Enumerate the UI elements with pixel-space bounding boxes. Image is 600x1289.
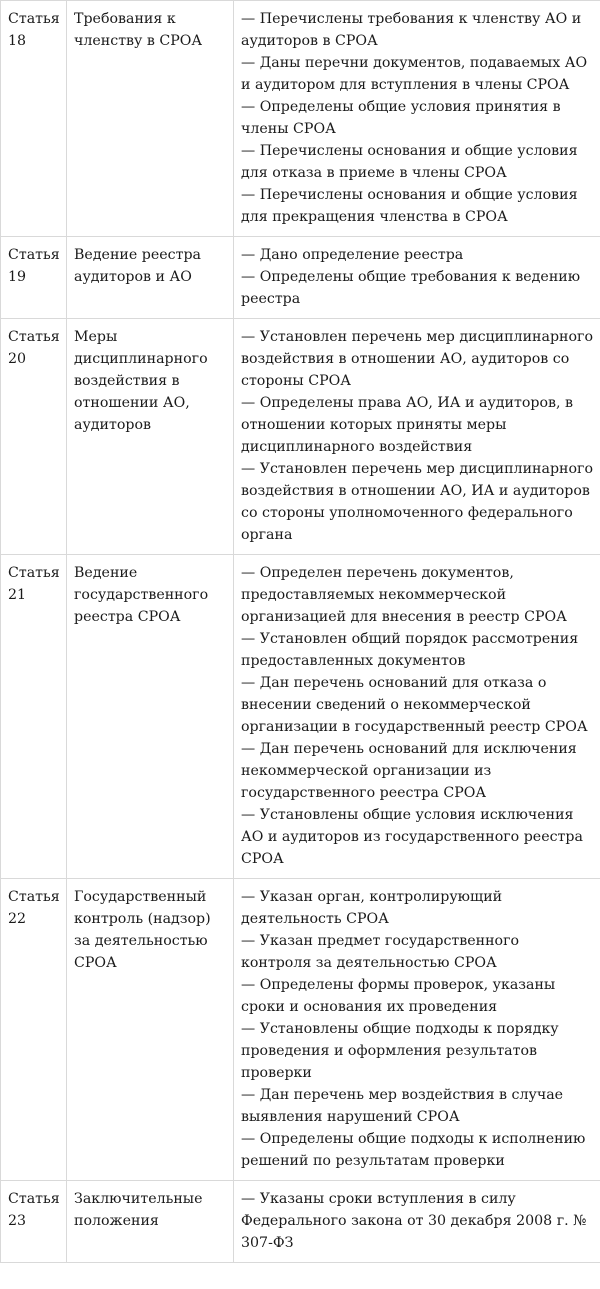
article-number: Статья 21 (1, 555, 67, 879)
list-item: — Установлен общий порядок рассмотрения предоставленных документов (241, 631, 579, 669)
article-content (234, 879, 600, 1181)
list-item: — Определен перечень документов, предоставляемых некоммерческой организацией для внесения в реестр СРОА (241, 565, 567, 625)
list-item: — Определены общие требования к ведению реестра (241, 269, 581, 307)
article-content (234, 1, 600, 237)
list-item: — Дано определение реестра (241, 247, 464, 263)
table-row (1, 1, 600, 237)
article-title: Заключительные положения (67, 1181, 234, 1263)
list-item: — Определены права АО, ИА и аудиторов, в отношении которых приняты меры дисциплинарного воздействия (241, 395, 574, 455)
article-title: Ведение государственного реестра СРОА (67, 555, 234, 879)
article-number: Статья 22 (1, 879, 67, 1181)
article-title: Государственный контроль (надзор) за деятельностью СРОА (67, 879, 234, 1181)
list-item: — Дан перечень оснований для исключения некоммерческой организации из государственного реестра СРОА (241, 741, 577, 801)
table-row (1, 319, 600, 555)
list-item: — Определены общие подходы к исполнению решений по результатам проверки (241, 1131, 586, 1169)
list-item: — Дан перечень мер воздействия в случае выявления нарушений СРОА (241, 1087, 564, 1125)
article-content (234, 237, 600, 319)
list-item: — Определены общие условия принятия в члены СРОА (241, 99, 561, 137)
article-number: Статья 23 (1, 1181, 67, 1263)
article-content (234, 555, 600, 879)
list-item: — Указан предмет государственного контроля за деятельностью СРОА (241, 933, 520, 971)
list-item: — Определены формы проверок, указаны сроки и основания их проведения (241, 977, 556, 1015)
article-number: Статья 19 (1, 237, 67, 319)
list-item: — Указаны сроки вступления в силу Федерального закона от 30 декабря 2008 г. № 307-ФЗ (241, 1191, 587, 1251)
table-row (1, 237, 600, 319)
table-row (1, 555, 600, 879)
list-item: — Перечислены основания и общие условия для отказа в приеме в члены СРОА (241, 143, 578, 181)
list-item: — Дан перечень оснований для отказа о внесении сведений о некоммерческой организации в государственный реестр СРОА (241, 675, 588, 735)
list-item: — Установлен перечень мер дисциплинарного воздействия в отношении АО, аудиторов со стороны СРОА (241, 329, 593, 389)
article-content (234, 319, 600, 555)
list-item: — Перечислены требования к членству АО и аудиторов в СРОА (241, 11, 582, 49)
list-item: — Установлены общие подходы к порядку проведения и оформления результатов проверки (241, 1021, 559, 1081)
list-item: — Указан орган, контролирующий деятельность СРОА (241, 889, 503, 927)
list-item: — Даны перечни документов, подаваемых АО и аудитором для вступления в члены СРОА (241, 55, 588, 93)
table-row (1, 879, 600, 1181)
list-item: — Установлены общие условия исключения АО и аудиторов из государственного реестра СРОА (241, 807, 583, 867)
table-row (1, 1181, 600, 1263)
article-number: Статья 20 (1, 319, 67, 555)
article-number: Статья 18 (1, 1, 67, 237)
list-item: — Установлен перечень мер дисциплинарного воздействия в отношении АО, ИА и аудиторов со стороны уполномоченного федерального органа (241, 461, 593, 543)
article-title: Ведение реестра аудиторов и АО (67, 237, 234, 319)
article-content (234, 1181, 600, 1263)
list-item: — Перечислены основания и общие условия для прекращения членства в СРОА (241, 187, 578, 225)
article-title: Меры дисциплинарного воздействия в отношении АО, аудиторов (67, 319, 234, 555)
article-title: Требования к членству в СРОА (67, 1, 234, 237)
